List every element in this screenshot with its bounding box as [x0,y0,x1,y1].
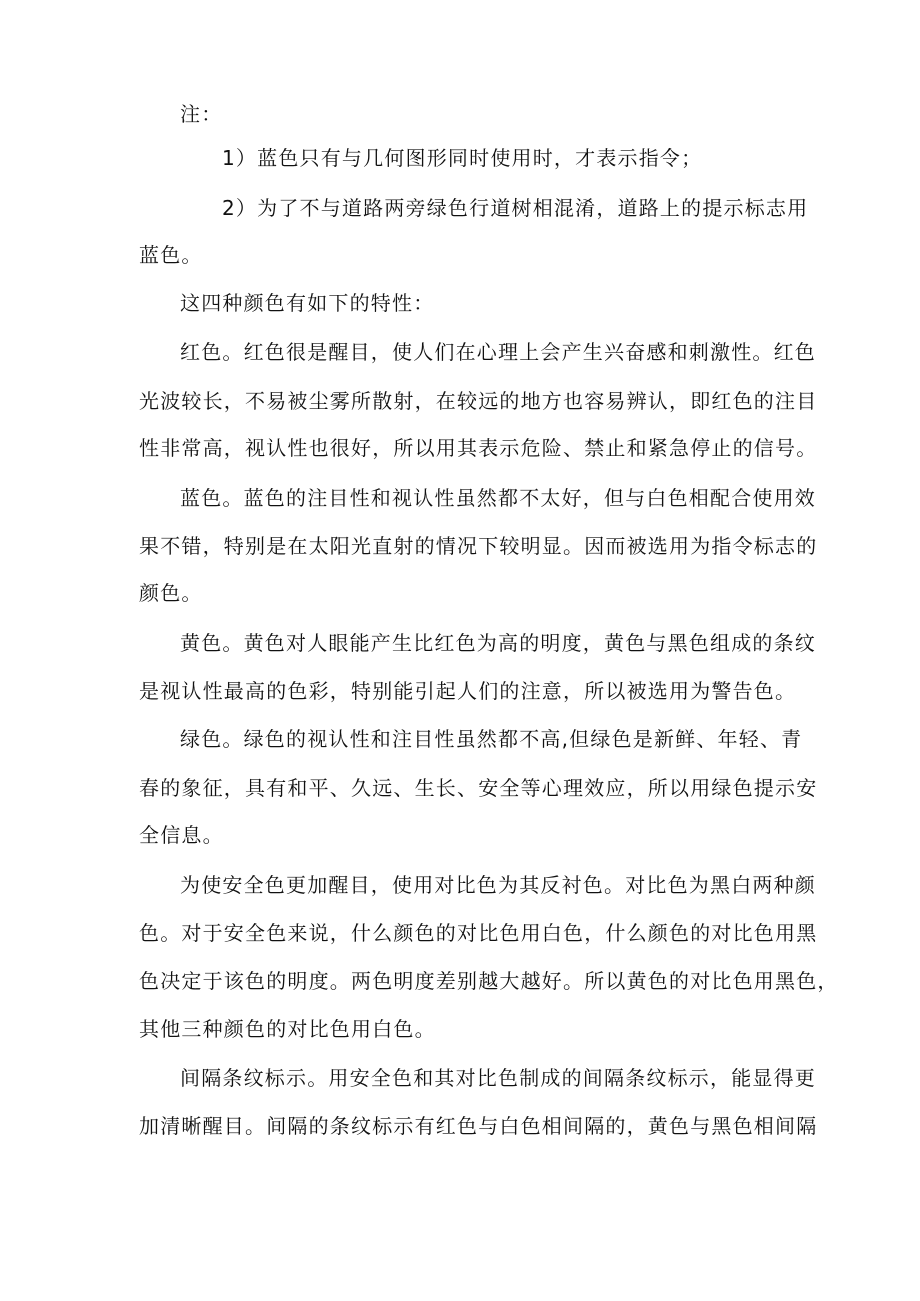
yellow-paragraph-line-1: 黄色。黄色对人眼能产生比红色为高的明度，黄色与黑色组成的条纹 [180,631,816,655]
blue-paragraph-line-1: 蓝色。蓝色的注目性和视认性虽然都不太好，但与白色相配合使用效 [180,486,816,510]
green-paragraph-line-2: 春的象征，具有和平、久远、生长、安全等心理效应，所以用绿色提示安 [139,776,818,800]
contrast-paragraph-line-3: 色决定于该色的明度。两色明度差别越大越好。所以黄色的对比色用黑色， [139,969,839,993]
contrast-paragraph-line-1: 为使安全色更加醒目，使用对比色为其反衬色。对比色为黑白两种颜 [180,873,816,897]
stripes-paragraph-line-1: 间隔条纹标示。用安全色和其对比色制成的间隔条纹标示，能显得更 [180,1066,816,1090]
stripes-paragraph-line-2: 加清晰醒目。间隔的条纹标示有红色与白色相间隔的，黄色与黑色相间隔 [139,1114,818,1138]
blue-paragraph-line-3: 颜色。 [139,581,203,605]
red-paragraph-line-1: 红色。红色很是醒目，使人们在心理上会产生兴奋感和刺激性。红色 [180,340,816,364]
blue-paragraph-line-2: 果不错，特别是在太阳光直射的情况下较明显。因而被选用为指令标志的 [139,534,818,558]
green-paragraph-line-1: 绿色。绿色的视认性和注目性虽然都不高,但绿色是新鲜、年轻、青 [180,727,803,751]
red-paragraph-line-3: 性非常高，视认性也很好，所以用其表示危险、禁止和紧急停止的信号。 [139,436,818,460]
note-2-line-2: 蓝色。 [139,243,203,267]
red-paragraph-line-2: 光波较长，不易被尘雾所散射，在较远的地方也容易辨认，即红色的注目 [139,389,818,413]
contrast-paragraph-line-2: 色。对于安全色来说，什么颜色的对比色用白色，什么颜色的对比色用黑 [139,921,818,945]
green-paragraph-line-3: 全信息。 [139,823,224,847]
note-1: 1）蓝色只有与几何图形同时使用时，才表示指令； [222,146,703,170]
note-label: 注： [180,102,223,126]
yellow-paragraph-line-2: 是视认性最高的色彩，特别能引起人们的注意，所以被选用为警告色。 [139,679,797,703]
note-2-line-1: 2）为了不与道路两旁绿色行道树相混淆，道路上的提示标志用 [222,196,809,220]
contrast-paragraph-line-4: 其他三种颜色的对比色用白色。 [139,1017,436,1041]
intro-paragraph: 这四种颜色有如下的特性： [180,291,435,315]
